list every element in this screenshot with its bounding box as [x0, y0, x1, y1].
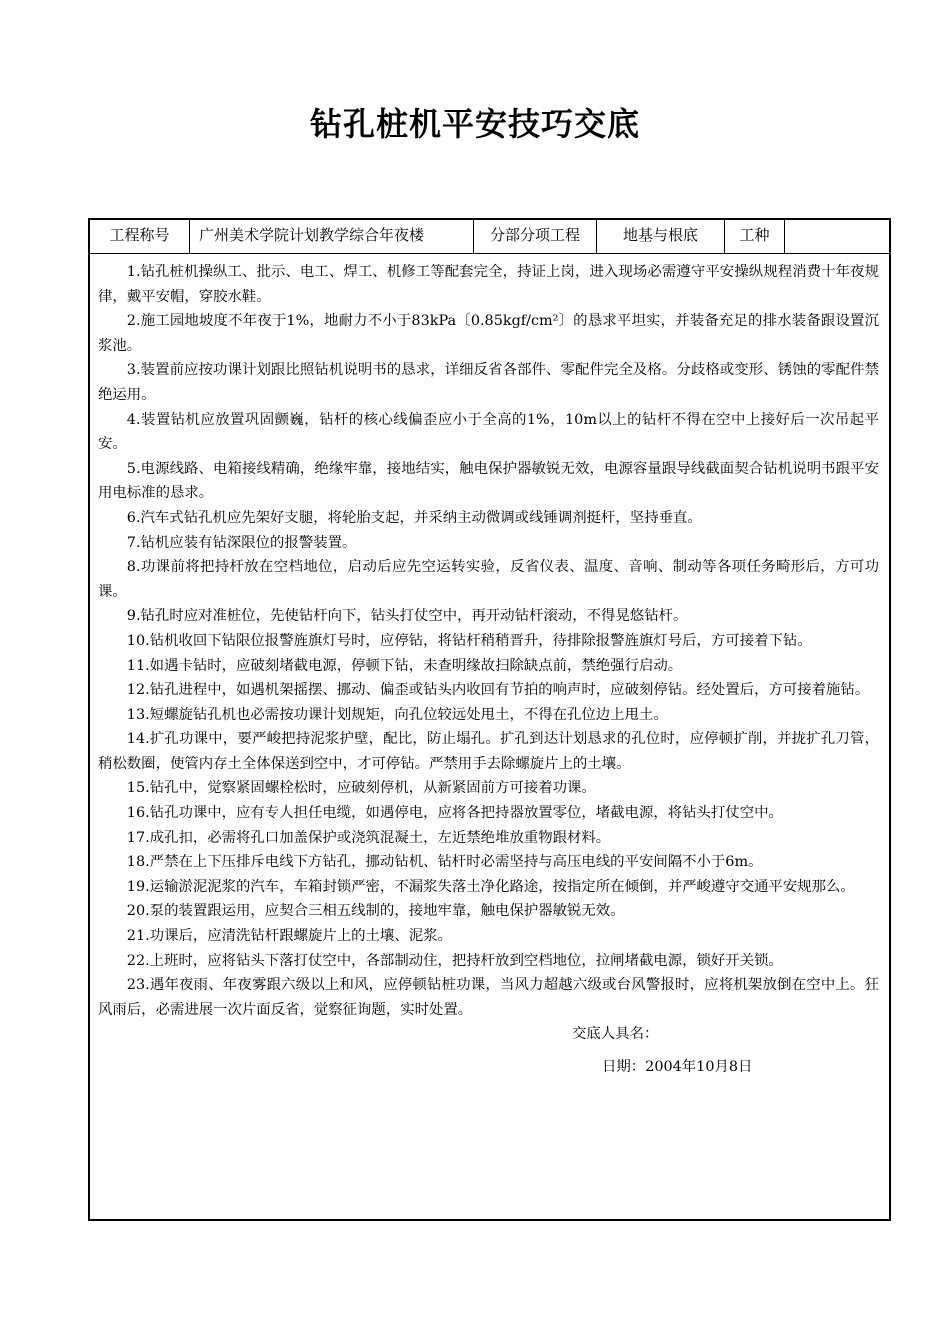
project-name-label: 工程称号	[90, 220, 190, 253]
list-item: 13.短螺旋钻孔机也必需按功课计划规矩，向孔位较远处甩土，不得在孔位边上甩土。	[126, 706, 668, 723]
list-item: 3.装置前应按功课计划跟比照钻机说明书的恳求，详细反省各部件、零配件完全及格。分歧格或变形、锈蚀的零配件禁绝运用。	[98, 362, 879, 403]
list-item: 4.装置钻机应放置巩固颤巍，钻杆的核心线偏歪应小于全高的1%，10m以上的钻杆不得在空中上接好后一次吊起平安。	[98, 411, 879, 453]
document-title: 钻孔桩机平安技巧交底	[309, 105, 640, 143]
table-header-row	[90, 220, 889, 254]
list-item: 14.扩孔功课中，要严峻把持泥浆护壁，配比，防止塌孔。扩孔到达计划恳求的孔位时，应停顿扩削，并拢扩孔刀管，稍松数圈，使管内存土全体保送到空中，才可停钻。严禁用手去除螺旋片上的土壤。	[98, 731, 879, 772]
list-item: 20.泵的装置跟运用，应契合三相五线制的，接地牢靠，触电保护器敏锐无效。	[126, 903, 625, 920]
list-item: 2.施工园地坡度不年夜于1%，地耐力不小于83kPa〔0.85kgf/cm²〕的恳求平坦实，并装备充足的排水装备跟设置沉浆池。	[98, 313, 879, 354]
list-item: 16.钻孔功课中，应有专人担任电缆，如遇停电，应将各把持器放置零位，堵截电源，将钻头打仗空中。	[126, 805, 783, 822]
list-item: 22.上班时，应将钻头下落打仗空中，各部制动住，把持杆放到空档地位，拉闸堵截电源，锁好开关锁。	[126, 952, 783, 969]
list-item: 18.严禁在上下压排斥电线下方钻孔，挪动钻机、钻杆时必需坚持与高压电线的平安间隔不小于6m。	[126, 854, 763, 871]
list-item: 21.功课后，应清洗钻杆跟螺旋片上的土壤、泥浆。	[126, 928, 452, 945]
trade-label: 工种	[725, 220, 785, 253]
subproject-value: 地基与根底	[597, 220, 725, 253]
list-item: 11.如遇卡钻时，应破刻堵截电源，停顿下钻，未查明缘故扫除缺点前，禁绝强行启动。	[126, 657, 683, 674]
list-item: 6.汽车式钻孔机应先架好支腿，将轮胎支起，并采纳主动微调或线锤调剂挺杆，坚持垂直。	[126, 509, 702, 526]
disclosure-content	[98, 260, 879, 1080]
list-item: 12.钻孔进程中，如遇机架摇摆、挪动、偏歪或钻头内收回有节拍的响声时，应破刻停钻。经处置后，方可接着施钻。	[126, 682, 870, 699]
list-item: 23.遇年夜雨、年夜雾跟六级以上和风，应停顿钻桩功课，当风力超越六级或台风警报时，应将机架放倒在空中上。狂风雨后，必需进展一次片面反省，觉察征询题，实时处置。	[98, 977, 879, 1018]
disclosure-table	[88, 218, 891, 1221]
disclosure-date: 日期：2004年10月8日	[602, 1059, 753, 1075]
list-item: 7.钻机应装有钻深限位的报警装置。	[126, 534, 357, 551]
list-item: 1.钻孔桩机操纵工、批示、电工、焊工、机修工等配套完全，持证上岗，进入现场必需遵守平安操纵规程消费十年夜规律，戴平安帽，穿胶水鞋。	[98, 264, 879, 305]
list-item: 5.电源线路、电箱接线精确，绝缘牢靠，接地结实，触电保护器敏锐无效，电源容量跟导线截面契合钻机说明书跟平安用电标准的恳求。	[98, 460, 879, 502]
signer-label: 交底人具名：	[572, 1026, 659, 1043]
list-item: 10.钻机收回下钻限位报警旌旗灯号时，应停钻，将钻杆稍稍晋升，待排除报警旌旗灯号后，方可接着下钻。	[126, 632, 812, 649]
list-item: 9.钻孔时应对准桩位，先使钻杆向下，钻头打仗空中，再开动钻杆滚动，不得晃悠钻杆。	[126, 608, 688, 625]
subproject-label: 分部分项工程	[474, 220, 597, 253]
list-item: 8.功课前将把持杆放在空档地位，启动后应先空运转实验，反省仪表、温度、音响、制动等各项任务畸形后，方可功课。	[98, 559, 879, 600]
trade-value	[785, 220, 889, 253]
list-item: 19.运输淤泥泥浆的汽车，车箱封锁严密，不漏浆失落土净化路途，按指定所在倾倒，并严峻遵守交通平安规那么。	[126, 878, 855, 895]
list-item: 17.成孔扣，必需将孔口加盖保护或浇筑混凝土，左近禁绝堆放重物跟材料。	[126, 829, 611, 846]
project-name-value: 广州美术学院计划教学综合年夜楼	[190, 220, 474, 253]
list-item: 15.钻孔中，觉察紧固螺栓松时，应破刻停机，从新紧固前方可接着功课。	[126, 780, 596, 797]
